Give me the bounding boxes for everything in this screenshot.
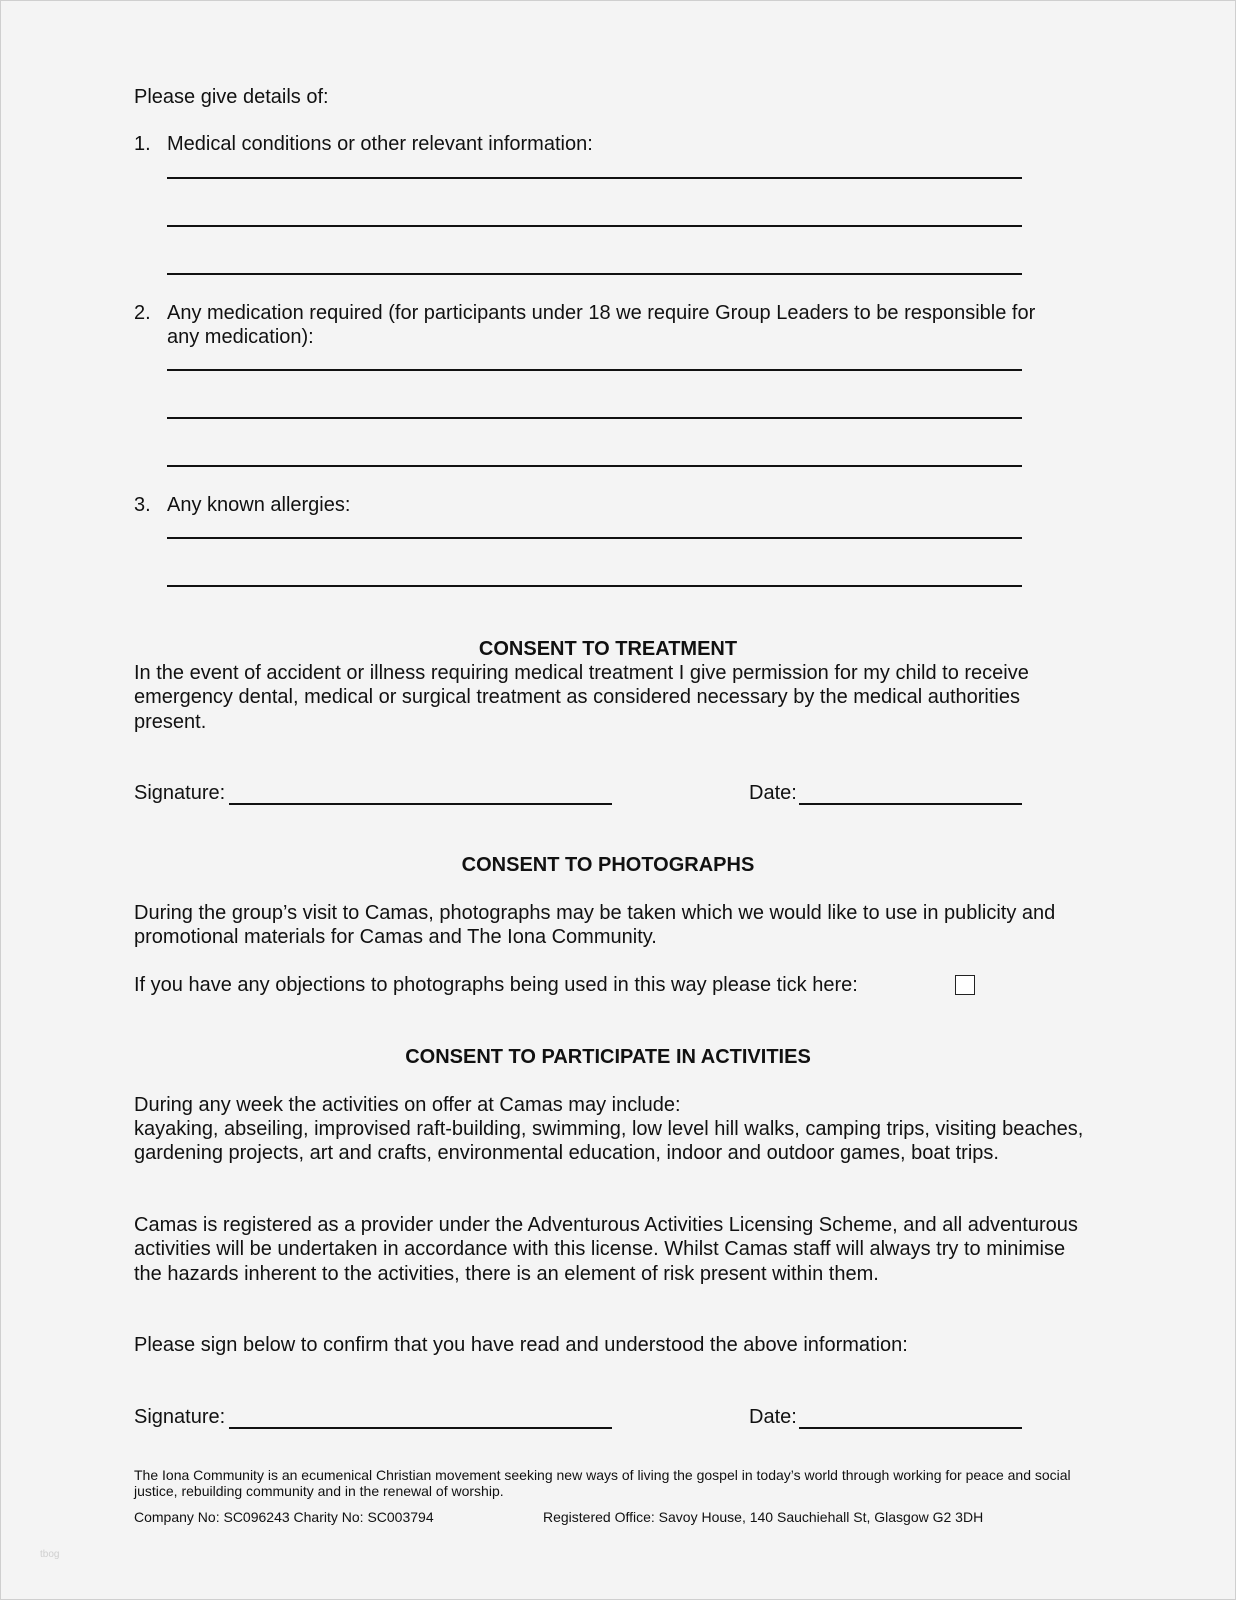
q1-label: Medical conditions or other relevant information: xyxy=(167,133,593,155)
q2-label-line1: Any medication required (for participants under 18 we require Group Leaders to be responsible for xyxy=(167,302,1036,324)
activities-confirm: Please sign below to confirm that you have read and understood the above information: xyxy=(134,1334,908,1356)
activities-heading: CONSENT TO PARTICIPATE IN ACTIVITIES xyxy=(405,1046,811,1068)
footer-office: Registered Office: Savoy House, 140 Sauchiehall St, Glasgow G2 3DH xyxy=(543,1509,984,1525)
treatment-signature-line[interactable] xyxy=(229,803,612,805)
photographs-heading: CONSENT TO PHOTOGRAPHS xyxy=(461,854,755,876)
q3-answer-line-1[interactable] xyxy=(167,537,1022,539)
photographs-objection-label: If you have any objections to photographs being used in this way please tick here: xyxy=(134,974,858,996)
q3-answer-line-2[interactable] xyxy=(167,585,1022,587)
activities-list: kayaking, abseiling, improvised raft-building, swimming, low level hill walks, camping trips, visiting beaches, gardening projects, art and crafts, environmental education, indoor and outdoor games, boat trips. xyxy=(134,1118,1084,1165)
activities-intro: During any week the activities on offer at Camas may include: xyxy=(134,1094,681,1116)
watermark: tbog xyxy=(40,1549,60,1560)
activities-signature-line[interactable] xyxy=(229,1427,612,1429)
activities-signature-label: Signature: xyxy=(134,1406,226,1428)
treatment-date-label: Date: xyxy=(749,782,797,804)
treatment-date-line[interactable] xyxy=(799,803,1022,805)
q1-number: 1. xyxy=(134,133,151,155)
photographs-body: During the group’s visit to Camas, photographs may be taken which we would like to use in publicity and promotional materials for Camas and The Iona Community. xyxy=(134,902,1056,949)
q2-answer-line-2[interactable] xyxy=(167,417,1022,419)
intro-text: Please give details of: xyxy=(134,86,329,108)
treatment-heading: CONSENT TO TREATMENT xyxy=(478,638,738,660)
treatment-body: In the event of accident or illness requiring medical treatment I give permission for my child to receive emergency dental, medical or surgical treatment as considered necessary by the medical authorities present. xyxy=(134,662,1029,733)
q2-number: 2. xyxy=(134,302,151,324)
q2-answer-line-3[interactable] xyxy=(167,465,1022,467)
q1-answer-line-2[interactable] xyxy=(167,225,1022,227)
treatment-signature-label: Signature: xyxy=(134,782,226,804)
photo-objection-checkbox[interactable] xyxy=(955,975,975,995)
q3-label: Any known allergies: xyxy=(167,494,351,516)
activities-license: Camas is registered as a provider under the Adventurous Activities Licensing Scheme, and all adventurous activities will be undertaken in accordance with this license. Whilst Camas staff will always try to minimise the hazards inherent to the activities, there is an element of risk present within them. xyxy=(134,1214,1078,1285)
q2-answer-line-1[interactable] xyxy=(167,369,1022,371)
activities-date-line[interactable] xyxy=(799,1427,1022,1429)
q1-answer-line-1[interactable] xyxy=(167,177,1022,179)
q2-label-line2: any medication): xyxy=(167,326,314,348)
footer-company: Company No: SC096243 Charity No: SC003794 xyxy=(134,1509,434,1525)
activities-date-label: Date: xyxy=(749,1406,797,1428)
q3-number: 3. xyxy=(134,494,151,516)
q1-answer-line-3[interactable] xyxy=(167,273,1022,275)
footer-about: The Iona Community is an ecumenical Christian movement seeking new ways of living the gospel in today’s world through working for peace and social justice, rebuilding community and in the renewal of worship. xyxy=(134,1467,1071,1499)
